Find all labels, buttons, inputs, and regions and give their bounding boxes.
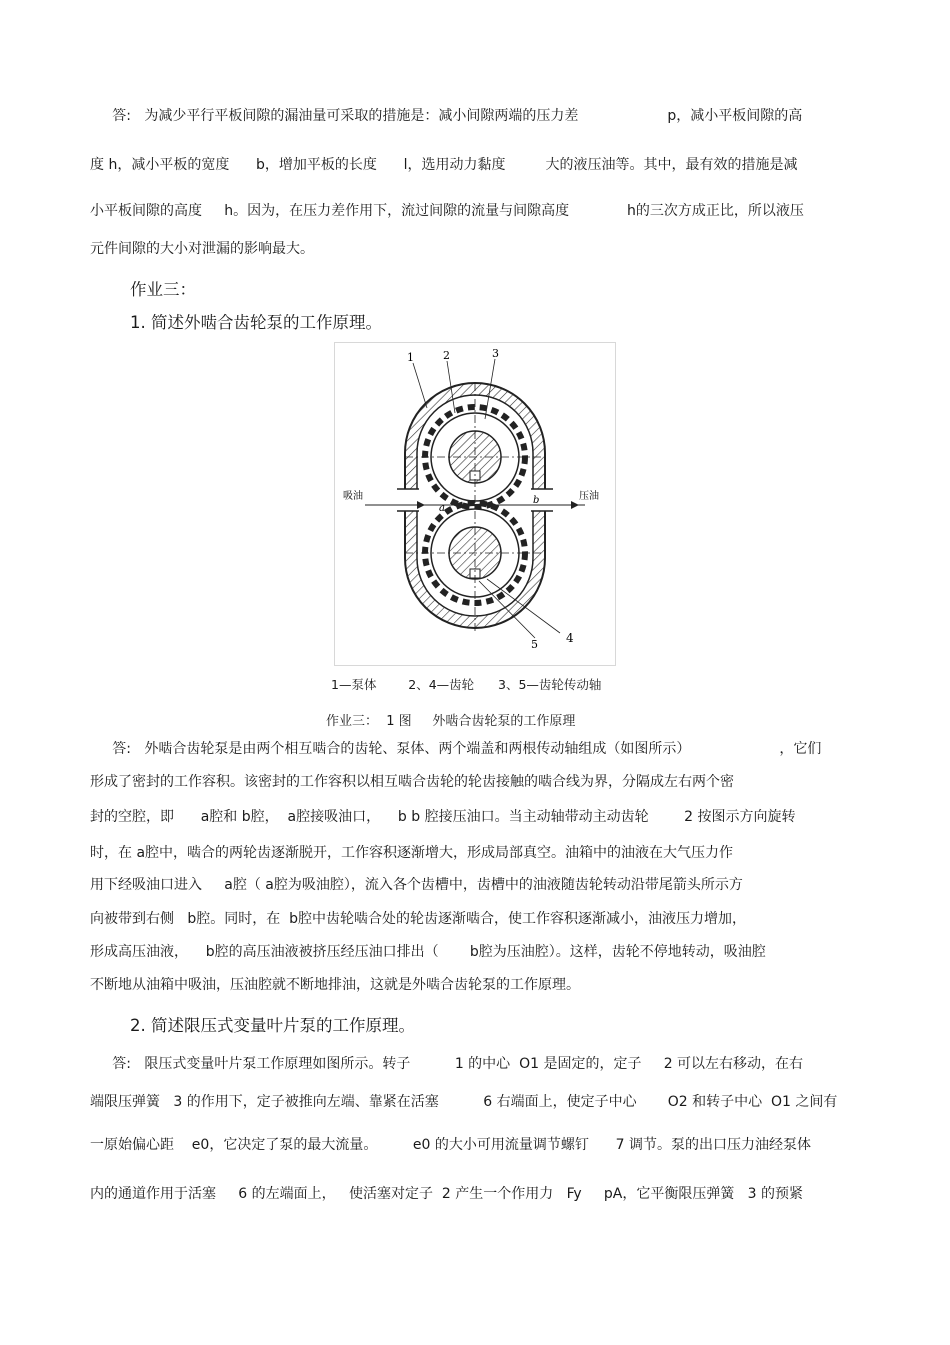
label-inlet: 吸油 — [343, 491, 363, 502]
text-line: 元件间隙的大小对泄漏的影响最大。 — [90, 241, 314, 257]
figure-caption: 作业三： 1 图 外啮合齿轮泵的工作原理 — [326, 714, 576, 729]
text-line: 时，在 a腔中，啮合的两轮齿逐渐脱开，工作容积逐渐增大，形成局部真空。油箱中的油液在大气压力作 — [90, 845, 734, 861]
text-line: 形成了密封的工作容积。该密封的工作容积以相互啮合齿轮的轮齿接触的啮合线为界，分隔成左右两个密 — [90, 774, 734, 790]
text-line: 内的通道作用于活塞 6 的左端面上， 使活塞对定子 2 产生一个作用力 Fy pA，它平衡限压弹簧 3 的预紧 — [90, 1186, 804, 1202]
text-line: 答: 为减少平行平板间隙的漏油量可采取的措施是：减小间隙两端的压力差 p，减小平板间隙的高 — [90, 108, 803, 124]
label-3: 3 — [492, 347, 499, 360]
text-line: 形成高压油液， b腔的高压油液被挤压经压油口排出（ b腔为压油腔）。这样，齿轮不停地转动，吸油腔 — [90, 944, 766, 960]
text-line: 小平板间隙的高度 h。因为，在压力差作用下，流过间隙的流量与间隙高度 h的三次方成正比，所以液压 — [90, 203, 804, 219]
question-title: 1. 简述外啮合齿轮泵的工作原理。 — [130, 313, 382, 332]
label-a: a — [439, 503, 445, 514]
text-line: 不断地从油箱中吸油，压油腔就不断地排油，这就是外啮合齿轮泵的工作原理。 — [90, 977, 580, 993]
section-heading: 作业三： — [130, 280, 196, 299]
text-line: 度 h，减小平板的宽度 b，增加平板的长度 l，选用动力黏度 大的液压油等。其中，最有效的措施是减 — [90, 157, 798, 173]
label-1: 1 — [407, 351, 414, 364]
text-line: 端限压弹簧 3 的作用下，定子被推向左端、靠紧在活塞 6 右端面上，使定子中心 O2 和转子中心 O1 之间有 — [90, 1094, 838, 1110]
label-b: b — [533, 495, 540, 506]
text-line: 用下经吸油口进入 a腔（ a腔为吸油腔），流入各个齿槽中，齿槽中的油液随齿轮转动沿带尾箭头所示方 — [90, 877, 743, 893]
text-line: 答: 外啮合齿轮泵是由两个相互啮合的齿轮、泵体、两个端盖和两根传动轴组成（如图所示） ，它们 — [90, 741, 822, 757]
label-4: 4 — [566, 631, 574, 645]
text-line: 答: 限压式变量叶片泵工作原理如图所示。转子 1 的中心 O1 是固定的，定子 2 可以左右移动，在右 — [90, 1056, 804, 1072]
figure-legend: 1—泵体 2、4—齿轮 3、5—齿轮传动轴 — [331, 677, 602, 692]
text-line: 封的空腔，即 a腔和 b腔， a腔接吸油口， b b 腔接压油口。当主动轴带动主动齿轮 2 按图示方向旋转 — [90, 809, 796, 825]
outlet-arrow-icon — [571, 501, 579, 509]
gear-pump-figure — [334, 342, 616, 666]
question-title: 2. 简述限压式变量叶片泵的工作原理。 — [130, 1016, 415, 1035]
gear-pump-drawing — [335, 343, 615, 665]
label-2: 2 — [443, 349, 450, 362]
label-outlet: 压油 — [579, 491, 599, 502]
label-5: 5 — [531, 638, 538, 651]
text-line: 一原始偏心距 e0，它决定了泵的最大流量。 e0 的大小可用流量调节螺钉 7 调节。泵的出口压力油经泵体 — [90, 1137, 811, 1153]
text-line: 向被带到右侧 b腔。同时，在 b腔中齿轮啮合处的轮齿逐渐啮合，使工作容积逐渐减小，油液压力增加， — [90, 911, 747, 927]
